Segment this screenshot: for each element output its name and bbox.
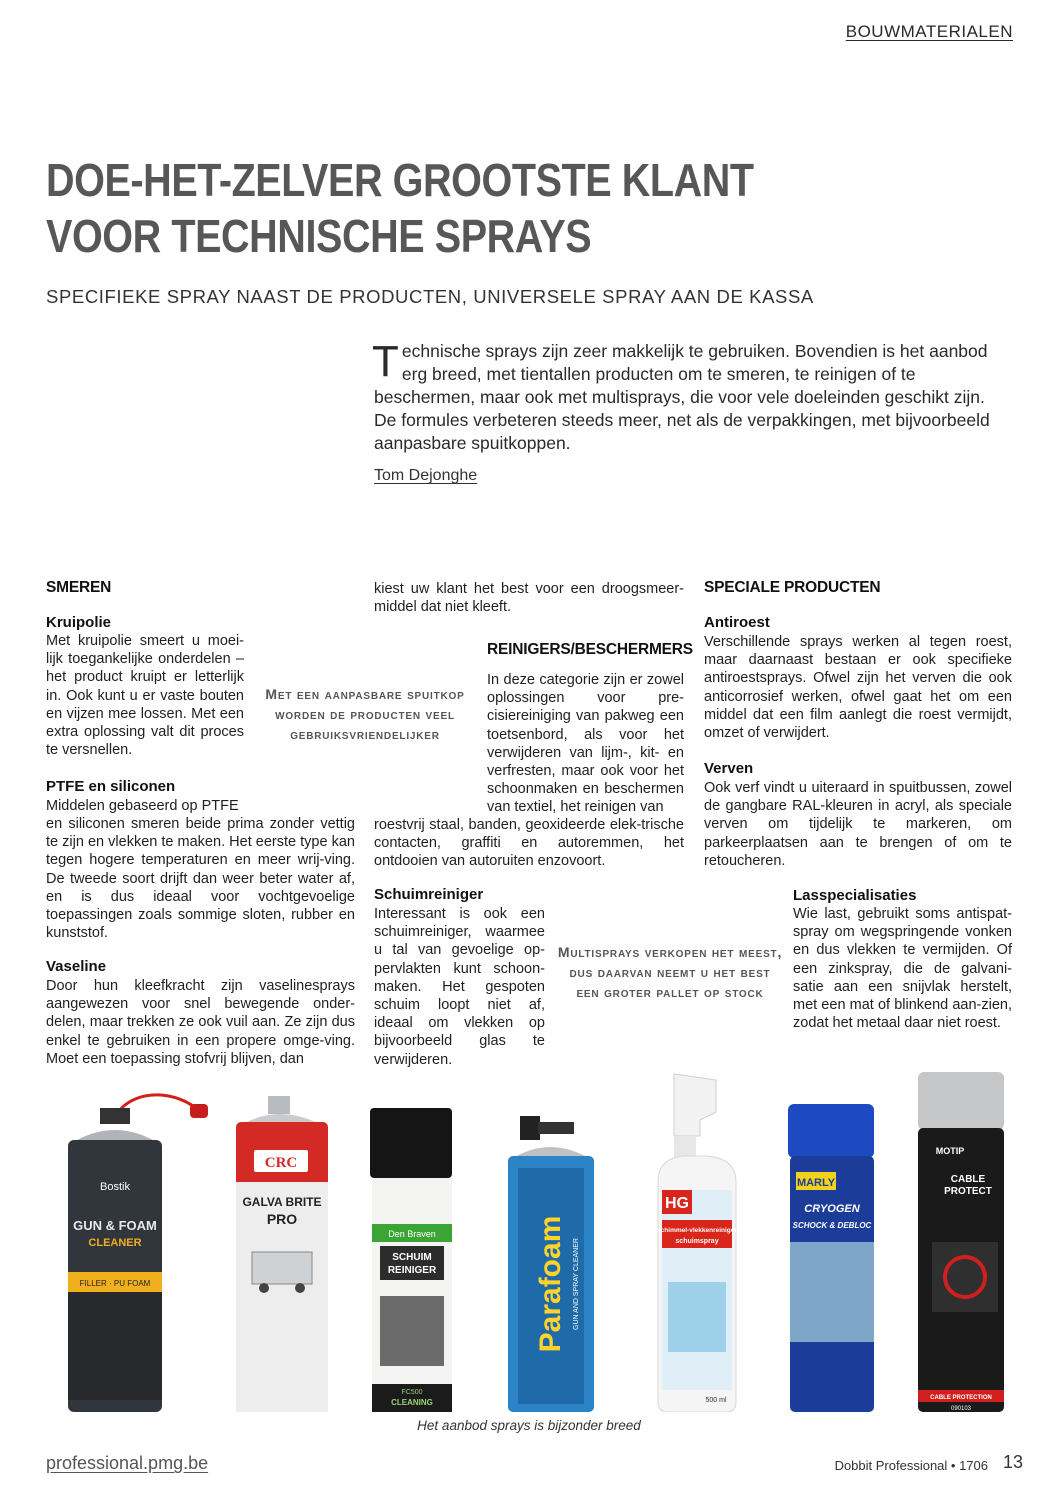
- intro-text: echnische sprays zijn zeer makkelijk te gebruiken. Bovendien is het aanbod erg breed, met tientallen producten om te smeren, te reinigen of te beschermen, maar ook met multisprays, die voor vele doeleinden geschikt zijn. De formules verbeteren steeds meer, net als de verpakkingen, met bijvoorbeeld aanpasbare spuitkoppen.: [374, 341, 990, 453]
- pull-quote-2: Multisprays verkopen het meest, dus daarvan neemt u het best een groter pallet op stock: [557, 944, 783, 1000]
- drop-cap: T: [372, 337, 399, 386]
- marly-can-image: [780, 1102, 890, 1412]
- subheading-vaseline: Vaseline: [46, 958, 107, 975]
- paragraph-reinigers-b: roestvrij staal, banden, geoxideerde elek-trische contacten, graffiti en autoremmen, het ontdooien van autoruiten enzovoort.: [374, 817, 684, 870]
- den-braven-band-label: CLEANING: [391, 1398, 433, 1407]
- crc-name-label: GALVA BRITE: [242, 1195, 322, 1209]
- hg-bottle-image: [644, 1072, 754, 1412]
- hg-volume-label: 500 ml: [705, 1397, 727, 1404]
- paragraph-reinigers-a: In deze categorie zijn er zowel oplossingen voor pre-cisiereiniging van pakweg een toetsenbord, als voor het verwijderen van lijm-, kit- en verfresten, maar ook voor het schoonmaken en beschermen van textiel, het reinigen van: [487, 672, 684, 816]
- paragraph-ptfe-a: Middelen gebaseerd op PTFE: [46, 798, 239, 814]
- section-heading-speciale: SPECIALE PRODUCTEN: [704, 579, 881, 596]
- photo-caption: Het aanbod sprays is bijzonder breed: [417, 1418, 641, 1433]
- parafoam-can-image: [498, 1112, 608, 1412]
- parafoam-sub-label: GUN AND SPRAY CLEANER: [573, 1238, 580, 1330]
- paragraph-kruipolie: Met kruipolie smeert u moei-lijk toegankelijke onderdelen – het product kruipt er letterlijk in. Ook kunt u er vaste bouten en vijzen mee lossen. Met een extra oplossing valt dit proces te versnellen.: [46, 633, 244, 759]
- pull-quote-1: Met een aanpasbare spuitkop worden de producten veel gebruiksvriendelijker: [265, 686, 465, 742]
- bostik-sub-label: CLEANER: [88, 1237, 142, 1249]
- subheading-antiroest: Antiroest: [704, 614, 770, 631]
- bostik-brand-label: Bostik: [100, 1181, 130, 1193]
- motip-name-label: CABLE: [950, 1174, 986, 1185]
- paragraph-schuimreiniger: Interessant is ook een schuimreiniger, waarmee u tal van gevoelige op-pervlakten kunt schoon-maken. Het gespoten schuim loopt niet af, ideaal om vlekken op bijvoorbeeld glas te verwijderen.: [374, 906, 545, 1068]
- motip-band-label: CABLE PROTECTION: [930, 1395, 992, 1401]
- parafoam-name-label: Parafoam: [534, 1215, 567, 1353]
- crc-name2-label: PRO: [266, 1211, 298, 1227]
- subheading-lasspecialisaties: Lasspecialisaties: [793, 887, 917, 904]
- section-heading-smeren: SMEREN: [46, 579, 112, 596]
- subheading-verven: Verven: [704, 760, 754, 777]
- motip-brand-label: MOTIP: [935, 1146, 965, 1156]
- footer-url[interactable]: professional.pmg.be: [46, 1453, 209, 1473]
- hg-name-label: schimmel-vlekkenreiniger: [657, 1227, 737, 1234]
- author-name: Tom Dejonghe: [374, 467, 478, 484]
- title-line-1: DOE-HET-ZELVER GROOTSTE KLANT: [46, 154, 754, 206]
- subheading-ptfe: PTFE en siliconen: [46, 778, 176, 795]
- bostik-name-label: GUN & FOAM: [73, 1218, 157, 1233]
- motip-name2-label: PROTECT: [944, 1186, 992, 1197]
- hg-sub-label: schuimspray: [675, 1238, 719, 1245]
- article-title: [46, 152, 820, 264]
- marly-brand-label: MARLY: [796, 1177, 836, 1189]
- marly-name-label: CRYOGEN: [804, 1203, 860, 1215]
- paragraph-verven: Ook verf vindt u uiteraard in spuitbussen, zowel de gangbare RAL-kleuren in acryl, als speciale verven om tijdelijk te markeren, om parkeerplaatsen aan te brengen of om te retoucheren.: [704, 780, 1012, 869]
- section-heading-reinigers: REINIGERS/BESCHERMERS: [487, 641, 693, 658]
- crc-brand-label: CRC: [264, 1155, 298, 1171]
- subheading-schuimreiniger: Schuimreiniger: [374, 886, 484, 903]
- den-braven-can-image: [360, 1106, 470, 1412]
- title-line-2: VOOR TECHNISCHE SPRAYS: [46, 210, 592, 262]
- intro-paragraph: [372, 337, 1004, 455]
- paragraph-ptfe-b: en siliconen smeren beide prima zonder vettig te zijn en vlekken te maken. Het eerste type kan tegen hogere temperaturen en meer wrij-ving. De tweede soort drijft dan weer beter water af, en is dus ideaal voor vochtgevoelige toepassingen zoals sommige sloten, rubber en kunststof.: [46, 816, 355, 942]
- bostik-can-image: [58, 1082, 208, 1412]
- article-subtitle: SPECIFIEKE SPRAY NAAST DE PRODUCTEN, UNIVERSELE SPRAY AAN DE KASSA: [46, 286, 814, 307]
- paragraph-antiroest: Verschillende sprays werken al tegen roest, maar daarnaast bestaan er ook specifieke antiroestsprays. Ofwel zijn het verven die ook anticorrosief werken, ofwel gaat het om een middel dat een film aanlegt die roest vermijdt, omzet of verwijdert.: [704, 634, 1012, 742]
- bostik-band-label: FILLER · PU FOAM: [79, 1279, 151, 1288]
- product-photo: [46, 1070, 1018, 1412]
- den-braven-name2-label: REINIGER: [387, 1265, 437, 1276]
- motip-can-image: [910, 1072, 1018, 1412]
- paragraph-continuation: kiest uw klant het best voor een droogsmeer-middel dat niet kleeft.: [374, 581, 684, 616]
- section-tag: BOUWMATERIALEN: [845, 22, 1013, 41]
- footer-publication: Dobbit Professional • 1706: [834, 1458, 988, 1473]
- crc-can-image: [228, 1082, 338, 1412]
- hg-brand-label: HG: [665, 1195, 689, 1212]
- subheading-kruipolie: Kruipolie: [46, 614, 112, 631]
- paragraph-vaseline: Door hun kleefkracht zijn vaselinesprays aangewezen voor snel bewegende onder-delen, maar trekken ze ook vuil aan. Ze zijn dus enkel te gebruiken in een propere omge-ving. Moet een toepassing stofvrij blijven, dan: [46, 978, 355, 1067]
- page-number: 13: [1002, 1452, 1023, 1472]
- motip-code-label: 090103: [950, 1406, 972, 1412]
- den-braven-code-label: FC500: [401, 1389, 423, 1396]
- den-braven-name-label: SCHUIM: [392, 1252, 432, 1263]
- paragraph-lasspecialisaties: Wie last, gebruikt soms antispat-spray om wegspringende vonken en dus vlekken te vermijden. Of een zinkspray, die de galvani-satie aan een snijvlak herstelt, met een mat of blinkend aan-zien, zodat het metaal daar niet roest.: [793, 906, 1012, 1032]
- den-braven-brand-label: Den Braven: [388, 1229, 436, 1239]
- marly-name2-label: SCHOCK & DEBLOC: [792, 1221, 872, 1230]
